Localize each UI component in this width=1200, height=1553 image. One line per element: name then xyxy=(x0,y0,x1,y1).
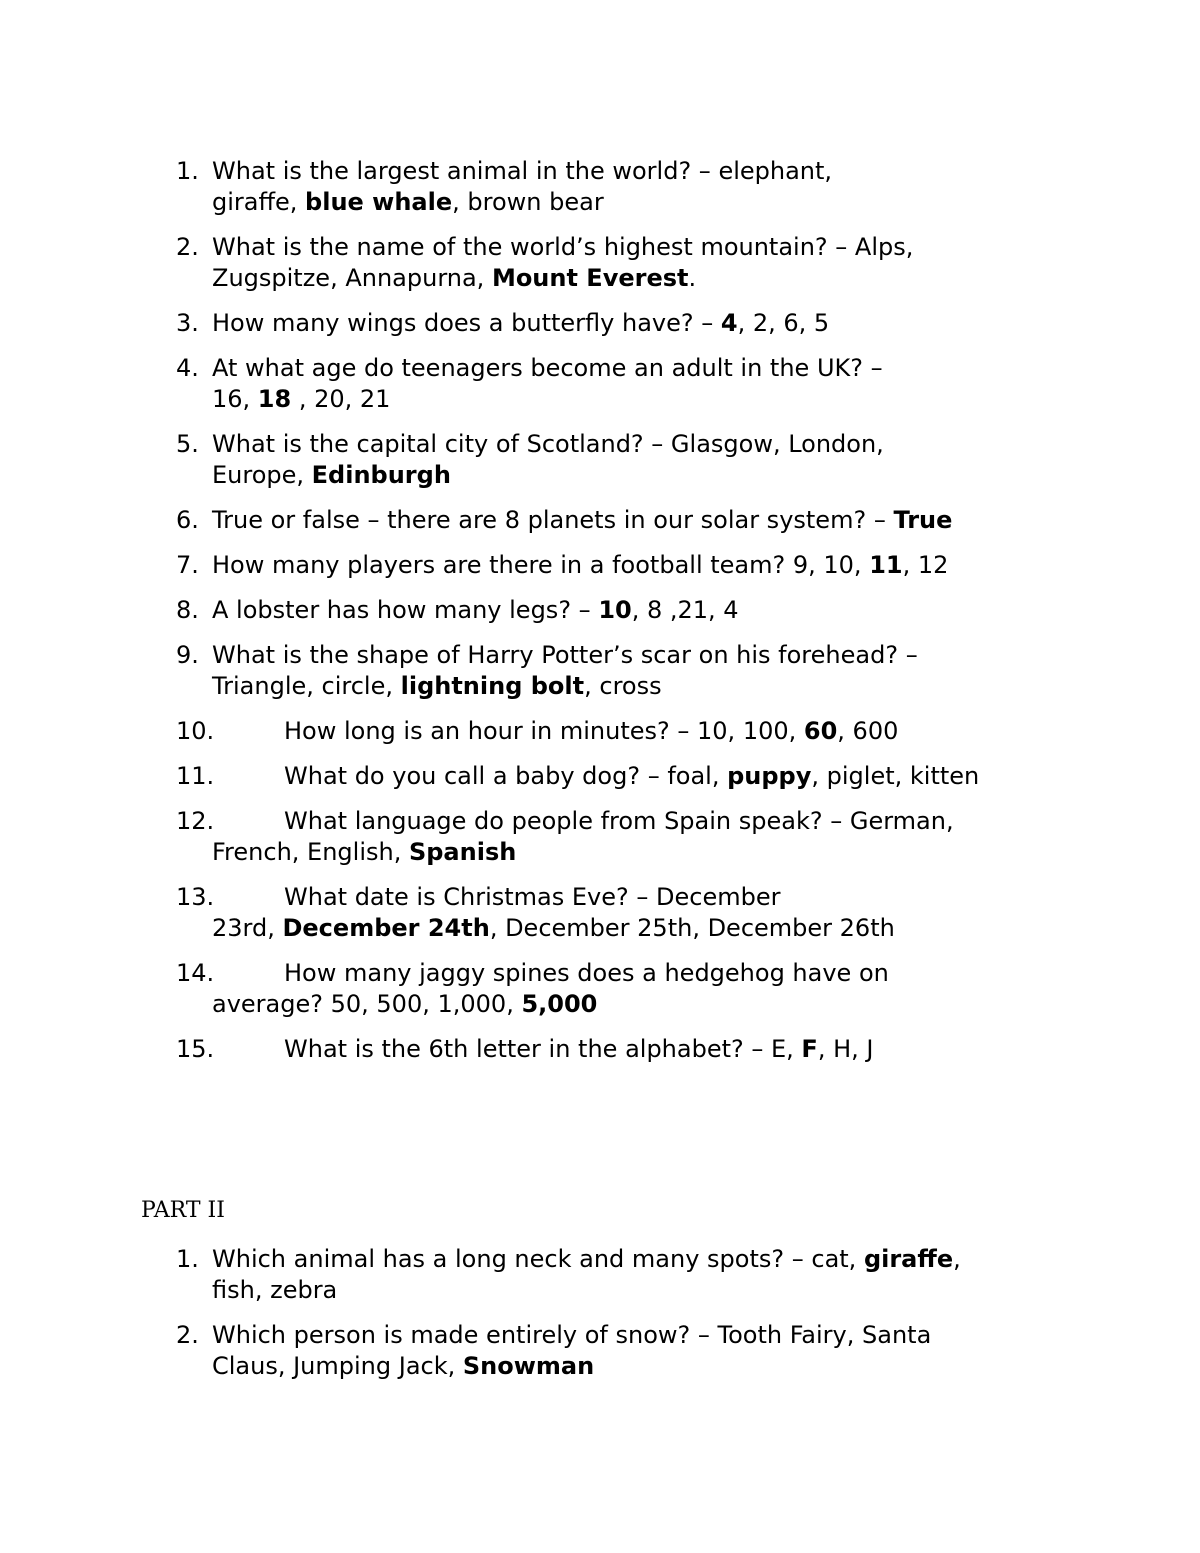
question-item xyxy=(176,1244,1076,1306)
question-item xyxy=(176,761,1076,792)
question-line: average? 50, 500, 1,000, 5,000 xyxy=(212,990,598,1018)
question-line: At what age do teenagers become an adult in the UK? – xyxy=(212,354,883,382)
correct-answer: 5,000 xyxy=(521,990,598,1018)
question-line: What is the name of the world’s highest mountain? – Alps, xyxy=(212,233,914,261)
question-number: 13. xyxy=(176,883,215,911)
correct-answer: lightning bolt xyxy=(400,672,585,700)
question-item xyxy=(176,716,1076,747)
correct-answer: 11 xyxy=(869,551,903,579)
question-line: Europe, Edinburgh xyxy=(212,461,451,489)
correct-answer: puppy xyxy=(727,762,812,790)
question-item xyxy=(176,882,1076,944)
question-number: 8. xyxy=(176,596,199,624)
question-number: 15. xyxy=(176,1035,215,1063)
question-number: 11. xyxy=(176,762,215,790)
question-number: 1. xyxy=(176,157,199,185)
question-line: A lobster has how many legs? – 10, 8 ,21, 4 xyxy=(212,596,739,624)
question-line: What language do people from Spain speak? – German, xyxy=(284,807,954,835)
question-line: True or false – there are 8 planets in our solar system? – True xyxy=(212,506,953,534)
question-number: 14. xyxy=(176,959,215,987)
question-number: 2. xyxy=(176,233,199,261)
question-line: 23rd, December 24th, December 25th, December 26th xyxy=(212,914,895,942)
question-line: giraffe, blue whale, brown bear xyxy=(212,188,604,216)
question-line: What date is Christmas Eve? – December xyxy=(284,883,781,911)
question-item xyxy=(176,156,1076,218)
question-item xyxy=(176,550,1076,581)
correct-answer: 60 xyxy=(803,717,838,745)
correct-answer: giraffe xyxy=(863,1245,954,1273)
question-line: Triangle, circle, lightning bolt, cross xyxy=(212,672,662,700)
question-number: 1. xyxy=(176,1245,199,1273)
question-line: French, English, Spanish xyxy=(212,838,517,866)
question-line: How many jaggy spines does a hedgehog have on xyxy=(284,959,889,987)
question-item xyxy=(176,806,1076,868)
question-number: 3. xyxy=(176,309,199,337)
question-line: How many players are there in a football team? 9, 10, 11, 12 xyxy=(212,551,949,579)
question-line: What is the 6th letter in the alphabet? – E, F, H, J xyxy=(284,1035,874,1063)
correct-answer: Spanish xyxy=(408,838,517,866)
correct-answer: blue whale xyxy=(305,188,453,216)
question-item xyxy=(176,505,1076,536)
question-item xyxy=(176,353,1076,415)
question-line: How long is an hour in minutes? – 10, 100, 60, 600 xyxy=(284,717,899,745)
question-number: 7. xyxy=(176,551,199,579)
question-number: 12. xyxy=(176,807,215,835)
question-number: 6. xyxy=(176,506,199,534)
question-number: 2. xyxy=(176,1321,199,1349)
correct-answer: Edinburgh xyxy=(311,461,451,489)
correct-answer: Mount Everest xyxy=(491,264,689,292)
question-line: fish, zebra xyxy=(212,1276,338,1304)
question-item xyxy=(176,1320,1076,1382)
correct-answer: F xyxy=(801,1035,818,1063)
question-line: What is the largest animal in the world? – elephant, xyxy=(212,157,833,185)
question-line: Claus, Jumping Jack, Snowman xyxy=(212,1352,595,1380)
correct-answer: December 24th xyxy=(282,914,490,942)
question-item xyxy=(176,429,1076,491)
question-item xyxy=(176,640,1076,702)
question-line: What do you call a baby dog? – foal, puppy, piglet, kitten xyxy=(284,762,980,790)
question-line: Which animal has a long neck and many spots? – cat, giraffe, xyxy=(212,1245,961,1273)
question-line: What is the capital city of Scotland? – Glasgow, London, xyxy=(212,430,884,458)
question-item xyxy=(176,958,1076,1020)
question-line: Which person is made entirely of snow? – Tooth Fairy, Santa xyxy=(212,1321,932,1349)
question-line: What is the shape of Harry Potter’s scar on his forehead? – xyxy=(212,641,918,669)
question-list-part-1 xyxy=(176,156,1076,1079)
question-list-part-2 xyxy=(176,1244,1076,1396)
question-line: 16, 18 , 20, 21 xyxy=(212,385,391,413)
question-line: How many wings does a butterfly have? – 4, 2, 6, 5 xyxy=(212,309,830,337)
question-item xyxy=(176,1034,1076,1065)
correct-answer: 10 xyxy=(598,596,632,624)
question-number: 9. xyxy=(176,641,199,669)
question-item xyxy=(176,595,1076,626)
question-number: 4. xyxy=(176,354,199,382)
correct-answer: 4 xyxy=(720,309,738,337)
question-item xyxy=(176,308,1076,339)
question-number: 5. xyxy=(176,430,199,458)
question-line: Zugspitze, Annapurna, Mount Everest. xyxy=(212,264,697,292)
part-two-heading: PART II xyxy=(141,1198,225,1223)
correct-answer: Snowman xyxy=(462,1352,595,1380)
question-item xyxy=(176,232,1076,294)
question-number: 10. xyxy=(176,717,215,745)
correct-answer: 18 xyxy=(257,385,292,413)
correct-answer: True xyxy=(893,506,953,534)
